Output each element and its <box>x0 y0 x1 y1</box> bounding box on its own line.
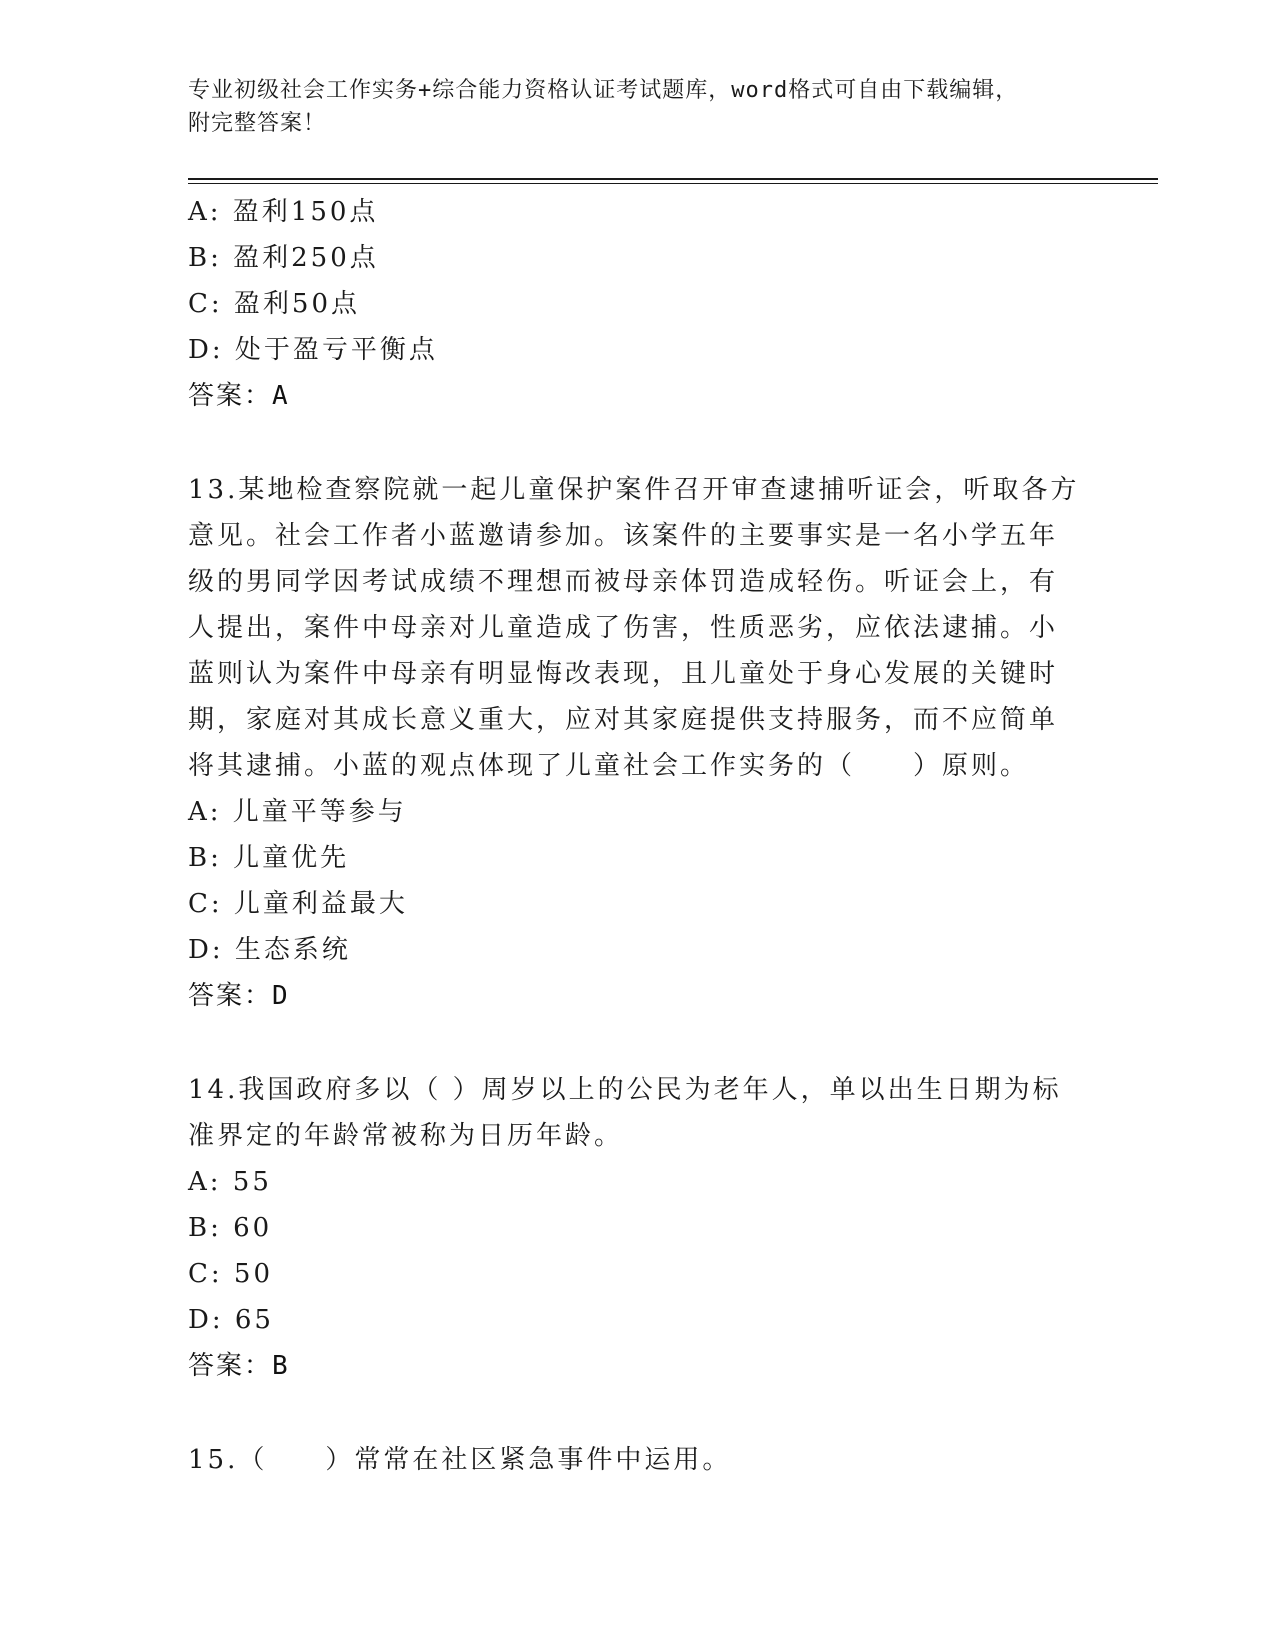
question-stem-line: 意见。社会工作者小蓝邀请参加。该案件的主要事实是一名小学五年 <box>188 521 1059 551</box>
question-13-stem <box>188 467 1088 789</box>
header-line-1: 专业初级社会工作实务+综合能力资格认证考试题库，word格式可自由下载编辑， <box>188 78 1019 103</box>
question-content <box>188 189 1088 1483</box>
question-stem-line: 13.某地检查察院就一起儿童保护案件召开审查逮捕听证会，听取各方 <box>188 475 1080 505</box>
question-stem-line: 期，家庭对其成长意义重大，应对其家庭提供支持服务，而不应简单 <box>188 705 1059 735</box>
question-stem-line: 级的男同学因考试成绩不理想而被母亲体罚造成轻伤。听证会上，有 <box>188 567 1059 597</box>
question-stem-line: 将其逮捕。小蓝的观点体现了儿童社会工作实务的（ ）原则。 <box>188 751 1030 781</box>
question-13-options <box>188 789 1088 973</box>
answer-label: 答案： <box>188 381 273 411</box>
question-stem-line: 15.（ ）常常在社区紧急事件中运用。 <box>188 1445 732 1475</box>
header-rule-thin <box>188 183 1158 184</box>
question-stem-line: 蓝则认为案件中母亲有明显悔改表现，且儿童处于身心发展的关键时 <box>188 659 1059 689</box>
option-b: B: 儿童优先 <box>188 843 350 873</box>
header-rule-thick <box>188 178 1158 180</box>
question-14-stem <box>188 1067 1088 1159</box>
option-a: A: 55 <box>188 1167 272 1197</box>
answer-value: B <box>272 1351 290 1381</box>
option-a: A: 儿童平等参与 <box>188 797 407 827</box>
option-b: B: 盈利250点 <box>188 243 379 273</box>
question-14-options <box>188 1159 1088 1343</box>
option-d: D: 生态系统 <box>188 935 351 965</box>
question-12-answer <box>188 373 1088 419</box>
answer-label: 答案： <box>188 1351 273 1381</box>
option-c: C: 儿童利益最大 <box>188 889 408 919</box>
option-c: C: 50 <box>188 1259 274 1289</box>
question-stem-line: 人提出，案件中母亲对儿童造成了伤害，性质恶劣，应依法逮捕。小 <box>188 613 1059 643</box>
document-header <box>188 74 1088 140</box>
answer-value: A <box>272 381 290 411</box>
option-d: D: 65 <box>188 1305 274 1335</box>
question-15-stem <box>188 1437 1088 1483</box>
option-c: C: 盈利50点 <box>188 289 361 319</box>
option-d: D: 处于盈亏平衡点 <box>188 335 438 365</box>
question-stem-line: 准界定的年龄常被称为日历年龄。 <box>188 1121 624 1151</box>
option-a: A: 盈利150点 <box>188 197 379 227</box>
question-14-answer <box>188 1343 1088 1389</box>
question-stem-line: 14.我国政府多以（ ）周岁以上的公民为老年人，单以出生日期为标 <box>188 1075 1062 1105</box>
question-12-options <box>188 189 1088 373</box>
header-line-2: 附完整答案！ <box>188 111 327 136</box>
answer-value: D <box>272 981 290 1011</box>
option-b: B: 60 <box>188 1213 273 1243</box>
question-13-answer <box>188 973 1088 1019</box>
answer-label: 答案： <box>188 981 273 1011</box>
